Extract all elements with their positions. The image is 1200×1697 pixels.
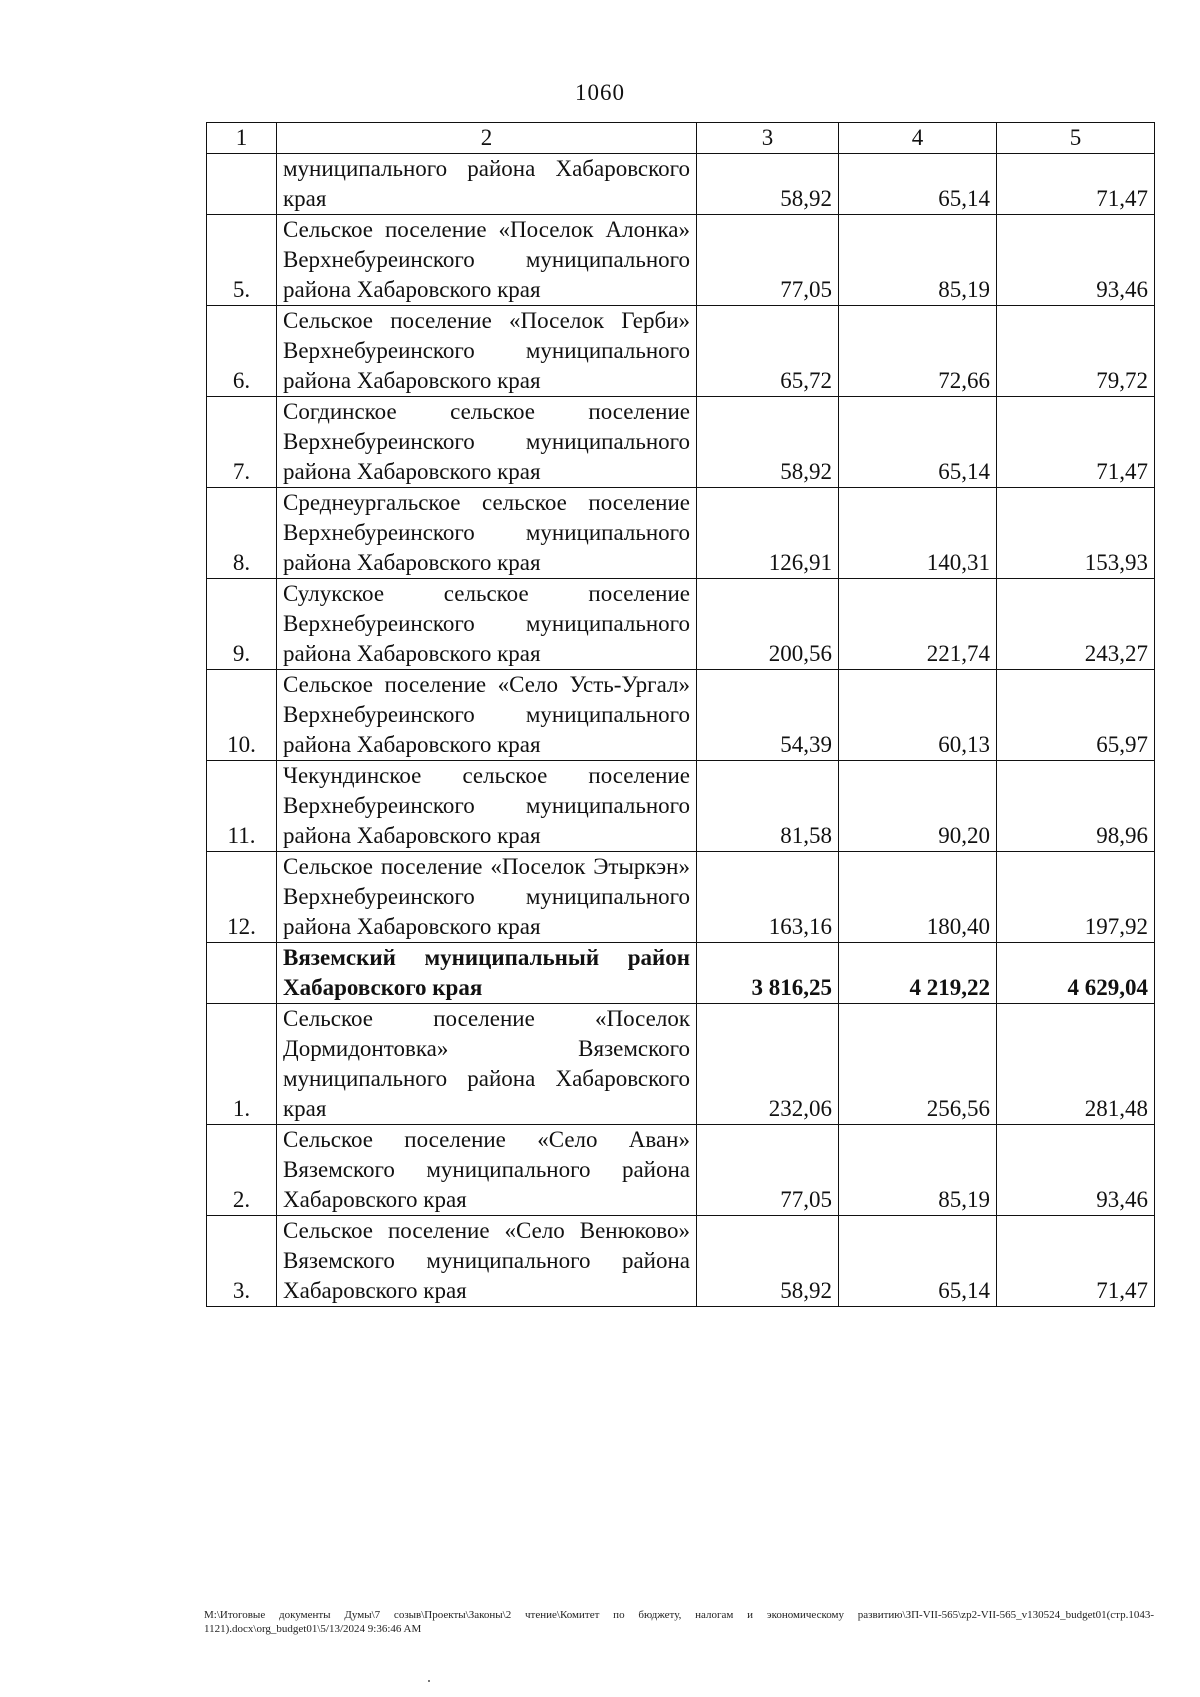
settlement-name: Чекундинское сельское поселение Верхнебуреинского муниципального района Хабаровского края bbox=[277, 761, 697, 852]
table-row bbox=[207, 1004, 1155, 1125]
row-number: 3. bbox=[207, 1216, 277, 1307]
table-row bbox=[207, 1125, 1155, 1216]
value-col-3: 81,58 bbox=[697, 761, 839, 852]
page-number: 1060 bbox=[575, 80, 625, 105]
value-col-3: 65,72 bbox=[697, 306, 839, 397]
column-header-5: 5 bbox=[997, 123, 1155, 154]
value-col-5: 93,46 bbox=[997, 215, 1155, 306]
settlement-name: Вяземский муниципальный район Хабаровского края bbox=[277, 943, 697, 1004]
row-number: 2. bbox=[207, 1125, 277, 1216]
value-col-4: 256,56 bbox=[839, 1004, 997, 1125]
column-header-4: 4 bbox=[839, 123, 997, 154]
value-col-5: 197,92 bbox=[997, 852, 1155, 943]
value-col-3: 126,91 bbox=[697, 488, 839, 579]
value-col-4: 140,31 bbox=[839, 488, 997, 579]
value-col-5: 153,93 bbox=[997, 488, 1155, 579]
table-row bbox=[207, 488, 1155, 579]
value-col-4: 221,74 bbox=[839, 579, 997, 670]
value-col-5: 65,97 bbox=[997, 670, 1155, 761]
settlement-name: Сельское поселение «Поселок Дормидонтовка» Вяземского муниципального района Хабаровского края bbox=[277, 1004, 697, 1125]
table-row bbox=[207, 154, 1155, 215]
settlement-name: Сулукское сельское поселение Верхнебуреинского муниципального района Хабаровского края bbox=[277, 579, 697, 670]
value-col-5: 71,47 bbox=[997, 397, 1155, 488]
row-number: 9. bbox=[207, 579, 277, 670]
value-col-3: 77,05 bbox=[697, 215, 839, 306]
document-path-footer: М:\Итоговые документы Думы\7 созыв\Проекты\Законы\2 чтение\Комитет по бюджету, налогам и экономическому развитию\ЗП-VII-565\zp2-VII-565_v130524_budget01(стр.1043-1121).docx\org_budget01\5/13/2024 9:36:46 AM bbox=[204, 1609, 1154, 1635]
table-row bbox=[207, 579, 1155, 670]
value-col-3: 3 816,25 bbox=[697, 943, 839, 1004]
settlement-name: Среднеургальское сельское поселение Верхнебуреинского муниципального района Хабаровского края bbox=[277, 488, 697, 579]
value-col-4: 65,14 bbox=[839, 397, 997, 488]
value-col-5: 71,47 bbox=[997, 1216, 1155, 1307]
row-number: 7. bbox=[207, 397, 277, 488]
table-row bbox=[207, 852, 1155, 943]
row-number bbox=[207, 943, 277, 1004]
value-col-4: 85,19 bbox=[839, 1125, 997, 1216]
table-row bbox=[207, 943, 1155, 1004]
column-header-3: 3 bbox=[697, 123, 839, 154]
budget-table bbox=[206, 122, 1155, 1307]
row-number: 12. bbox=[207, 852, 277, 943]
value-col-3: 200,56 bbox=[697, 579, 839, 670]
row-number: 10. bbox=[207, 670, 277, 761]
table-row bbox=[207, 397, 1155, 488]
table-body bbox=[207, 154, 1155, 1307]
table-header-row bbox=[207, 123, 1155, 154]
value-col-3: 77,05 bbox=[697, 1125, 839, 1216]
row-number: 5. bbox=[207, 215, 277, 306]
value-col-5: 243,27 bbox=[997, 579, 1155, 670]
value-col-4: 4 219,22 bbox=[839, 943, 997, 1004]
value-col-5: 281,48 bbox=[997, 1004, 1155, 1125]
value-col-5: 79,72 bbox=[997, 306, 1155, 397]
value-col-4: 85,19 bbox=[839, 215, 997, 306]
table-row bbox=[207, 1216, 1155, 1307]
settlement-name: Сельское поселение «Поселок Алонка» Верхнебуреинского муниципального района Хабаровского края bbox=[277, 215, 697, 306]
value-col-3: 58,92 bbox=[697, 154, 839, 215]
settlement-name: Сельское поселение «Село Венюково» Вяземского муниципального района Хабаровского края bbox=[277, 1216, 697, 1307]
scan-speck bbox=[428, 1680, 430, 1682]
table-row bbox=[207, 761, 1155, 852]
settlement-name: Сельское поселение «Село Аван» Вяземского муниципального района Хабаровского края bbox=[277, 1125, 697, 1216]
value-col-4: 60,13 bbox=[839, 670, 997, 761]
row-number: 1. bbox=[207, 1004, 277, 1125]
value-col-5: 93,46 bbox=[997, 1125, 1155, 1216]
column-header-2: 2 bbox=[277, 123, 697, 154]
value-col-4: 65,14 bbox=[839, 1216, 997, 1307]
row-number bbox=[207, 154, 277, 215]
settlement-name: Сельское поселение «Поселок Этыркэн» Верхнебуреинского муниципального района Хабаровского края bbox=[277, 852, 697, 943]
value-col-5: 98,96 bbox=[997, 761, 1155, 852]
settlement-name: муниципального района Хабаровского края bbox=[277, 154, 697, 215]
settlement-name: Сельское поселение «Поселок Герби» Верхнебуреинского муниципального района Хабаровского края bbox=[277, 306, 697, 397]
value-col-5: 71,47 bbox=[997, 154, 1155, 215]
column-header-1: 1 bbox=[207, 123, 277, 154]
row-number: 6. bbox=[207, 306, 277, 397]
value-col-3: 58,92 bbox=[697, 397, 839, 488]
settlement-name: Согдинское сельское поселение Верхнебуреинского муниципального района Хабаровского края bbox=[277, 397, 697, 488]
value-col-4: 72,66 bbox=[839, 306, 997, 397]
table-row bbox=[207, 670, 1155, 761]
value-col-3: 54,39 bbox=[697, 670, 839, 761]
row-number: 11. bbox=[207, 761, 277, 852]
value-col-3: 58,92 bbox=[697, 1216, 839, 1307]
value-col-4: 90,20 bbox=[839, 761, 997, 852]
table-row bbox=[207, 306, 1155, 397]
row-number: 8. bbox=[207, 488, 277, 579]
settlement-name: Сельское поселение «Село Усть-Ургал» Верхнебуреинского муниципального района Хабаровского края bbox=[277, 670, 697, 761]
value-col-4: 65,14 bbox=[839, 154, 997, 215]
value-col-4: 180,40 bbox=[839, 852, 997, 943]
table-row bbox=[207, 215, 1155, 306]
value-col-3: 232,06 bbox=[697, 1004, 839, 1125]
value-col-3: 163,16 bbox=[697, 852, 839, 943]
value-col-5: 4 629,04 bbox=[997, 943, 1155, 1004]
